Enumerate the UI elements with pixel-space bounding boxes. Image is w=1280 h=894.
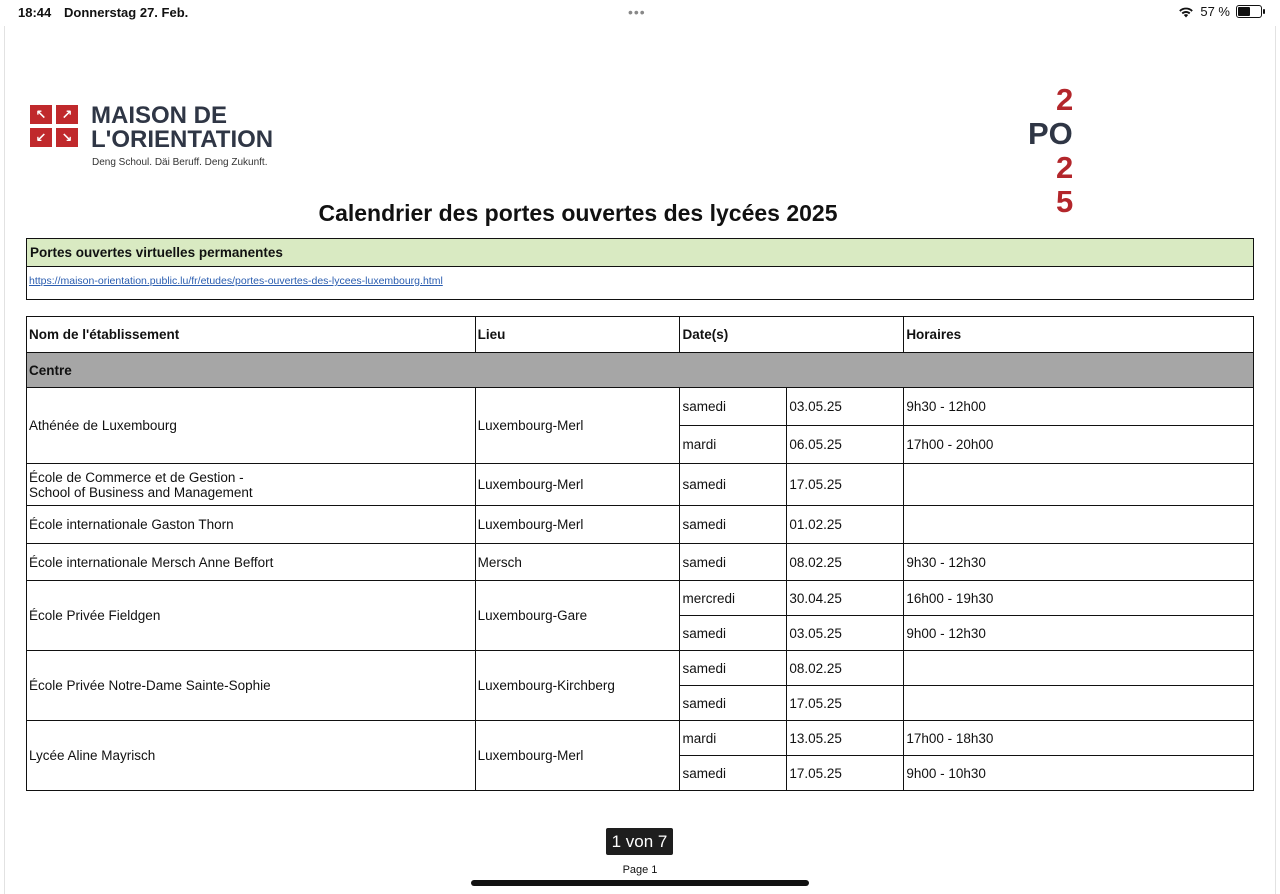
school-name-line1: École de Commerce et de Gestion -	[29, 469, 244, 485]
session-date: 06.05.25	[787, 426, 904, 464]
header-name: Nom de l'établissement	[27, 317, 476, 353]
session-date: 03.05.25	[787, 388, 904, 426]
session-day: samedi	[680, 464, 787, 506]
header-place: Lieu	[475, 317, 680, 353]
school-name: École Privée Fieldgen	[27, 581, 476, 651]
header-hours: Horaires	[904, 317, 1254, 353]
page-title: Calendrier des portes ouvertes des lycées 2025	[318, 200, 838, 226]
badge-po: PO	[1028, 116, 1073, 151]
session-day: samedi	[680, 686, 787, 721]
section-label: Centre	[27, 353, 1254, 388]
table-row	[27, 651, 1254, 686]
session-date: 01.02.25	[787, 506, 904, 544]
school-name: École Privée Notre-Dame Sainte-Sophie	[27, 651, 476, 721]
logo-tagline: Deng Schoul. Däi Beruff. Deng Zukunft.	[92, 157, 268, 168]
school-place: Luxembourg-Merl	[475, 388, 680, 464]
school-name	[27, 464, 476, 506]
maison-orientation-logo	[30, 102, 330, 172]
session-day: samedi	[680, 651, 787, 686]
school-place: Luxembourg-Kirchberg	[475, 651, 680, 721]
school-place: Luxembourg-Merl	[475, 721, 680, 791]
badge-digit-2: 2	[1056, 82, 1074, 117]
logo-text-line2: L'ORIENTATION	[91, 126, 274, 153]
header-dates: Date(s)	[680, 317, 904, 353]
battery-fill	[1238, 7, 1250, 16]
arrow-down-right-icon: ↘	[56, 128, 78, 147]
home-indicator[interactable]	[471, 880, 809, 886]
schedule-table	[26, 316, 1254, 791]
session-date: 08.02.25	[787, 651, 904, 686]
badge-digit-2b: 2	[1056, 150, 1074, 185]
session-day: samedi	[680, 544, 787, 581]
session-date: 17.05.25	[787, 464, 904, 506]
status-time: 18:44	[18, 5, 52, 20]
session-hours: 16h00 - 19h30	[904, 581, 1254, 616]
session-hours	[904, 506, 1254, 544]
page-indicator[interactable]: 1 von 7	[606, 828, 673, 855]
session-day: samedi	[680, 506, 787, 544]
table-header-row	[27, 317, 1254, 353]
school-place: Luxembourg-Merl	[475, 506, 680, 544]
battery-percent: 57 %	[1200, 4, 1230, 19]
badge-digit-5: 5	[1056, 184, 1074, 219]
session-hours	[904, 651, 1254, 686]
section-row	[27, 353, 1254, 388]
session-hours: 9h30 - 12h30	[904, 544, 1254, 581]
status-right	[1178, 4, 1262, 19]
session-date: 03.05.25	[787, 616, 904, 651]
status-bar	[0, 0, 1280, 26]
school-name: École internationale Gaston Thorn	[27, 506, 476, 544]
school-name-line2: School of Business and Management	[29, 484, 253, 500]
school-name: École internationale Mersch Anne Beffort	[27, 544, 476, 581]
session-day: samedi	[680, 756, 787, 791]
session-date: 13.05.25	[787, 721, 904, 756]
session-day: samedi	[680, 388, 787, 426]
page-footer: Page 1	[622, 864, 658, 876]
session-hours	[904, 464, 1254, 506]
session-date: 17.05.25	[787, 756, 904, 791]
virtual-open-days-box	[26, 238, 1254, 300]
session-date: 17.05.25	[787, 686, 904, 721]
session-day: mercredi	[680, 581, 787, 616]
session-day: samedi	[680, 616, 787, 651]
arrow-up-right-icon: ↗	[56, 105, 78, 124]
arrow-down-left-icon: ↙	[30, 128, 52, 147]
wifi-icon	[1178, 6, 1194, 18]
school-name: Lycée Aline Mayrisch	[27, 721, 476, 791]
session-hours: 17h00 - 20h00	[904, 426, 1254, 464]
virtual-link[interactable]: https://maison-orientation.public.lu/fr/etudes/portes-ouvertes-des-lycees-luxembourg.html	[29, 275, 443, 287]
virtual-heading: Portes ouvertes virtuelles permanentes	[27, 239, 1253, 267]
multitask-dots[interactable]: •••	[628, 4, 646, 20]
session-hours: 9h30 - 12h00	[904, 388, 1254, 426]
school-place: Mersch	[475, 544, 680, 581]
session-hours: 9h00 - 12h30	[904, 616, 1254, 651]
table-row	[27, 388, 1254, 426]
session-hours: 17h00 - 18h30	[904, 721, 1254, 756]
logo-text-line1: MAISON DE	[91, 102, 228, 129]
session-date: 30.04.25	[787, 581, 904, 616]
logo-mark	[30, 105, 78, 147]
table-row	[27, 721, 1254, 756]
table-row	[27, 506, 1254, 544]
session-day: mardi	[680, 721, 787, 756]
battery-icon	[1236, 5, 1262, 18]
status-date: Donnerstag 27. Feb.	[64, 5, 189, 20]
arrow-up-left-icon: ↖	[30, 105, 52, 124]
table-row	[27, 581, 1254, 616]
school-place: Luxembourg-Merl	[475, 464, 680, 506]
school-name: Athénée de Luxembourg	[27, 388, 476, 464]
session-day: mardi	[680, 426, 787, 464]
school-place: Luxembourg-Gare	[475, 581, 680, 651]
session-hours	[904, 686, 1254, 721]
table-row	[27, 544, 1254, 581]
session-hours: 9h00 - 10h30	[904, 756, 1254, 791]
session-date: 08.02.25	[787, 544, 904, 581]
table-row	[27, 464, 1254, 506]
